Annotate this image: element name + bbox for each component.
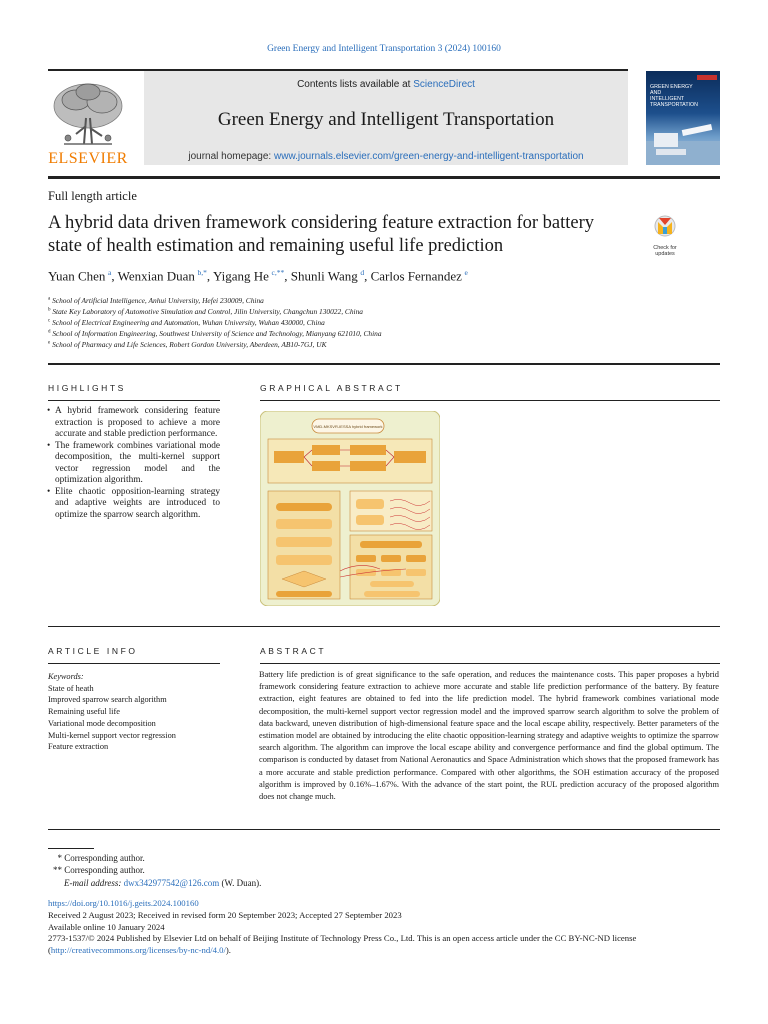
highlight-item: • The framework combines variational mode decomposition, the multi-kernel support vector regression model and the optimization algorithm. bbox=[48, 441, 220, 487]
affiliation-text: State Key Laboratory of Automotive Simulation and Control, Jilin University, Changchun 130022, China bbox=[52, 307, 363, 316]
graphical-abstract-figure[interactable] bbox=[260, 411, 440, 606]
highlights-rule bbox=[48, 400, 220, 401]
abstract-bottom-rule bbox=[48, 829, 720, 830]
email-suffix: (W. Duan). bbox=[219, 878, 262, 888]
article-info-heading: ARTICLE INFO bbox=[48, 646, 138, 656]
license-text: 2773-1537/© 2024 Published by Elsevier Ltd on behalf of Beijing Institute of Technology Press Co., Ltd. This is an open access article under the CC BY-NC-ND license bbox=[48, 933, 637, 944]
author-affil-mark[interactable]: e bbox=[464, 268, 468, 277]
homepage-prefix: journal homepage: bbox=[188, 151, 274, 162]
mid-rule bbox=[48, 626, 720, 627]
affiliation-text: School of Pharmacy and Life Sciences, Robert Gordon University, Aberdeen, AB10-7GJ, UK bbox=[52, 340, 327, 349]
keywords-block bbox=[48, 671, 176, 753]
footnote-corresponding-1 bbox=[48, 853, 145, 863]
header-rule bbox=[48, 363, 720, 365]
affiliation-mark: b bbox=[48, 307, 51, 313]
crossmark-line2: updates bbox=[655, 251, 675, 257]
keyword: Remaining useful life bbox=[48, 707, 120, 717]
crossmark-icon bbox=[646, 214, 684, 240]
journal-title: Green Energy and Intelligent Transportation bbox=[217, 109, 555, 130]
ga-top-label: VMD-MKSVR-IESSA hybrid framework bbox=[313, 424, 383, 429]
homepage-link[interactable]: www.journals.elsevier.com/green-energy-and-intelligent-transportation bbox=[274, 151, 584, 162]
author-name[interactable]: Wenxian Duan bbox=[117, 268, 195, 284]
author-name[interactable]: Shunli Wang bbox=[290, 268, 358, 284]
highlights-heading: HIGHLIGHTS bbox=[48, 383, 126, 393]
affiliation-mark: a bbox=[48, 296, 51, 302]
article-title: A hybrid data driven framework considering feature extraction for battery state of health estimation and remaining useful life prediction bbox=[48, 213, 595, 256]
footnote-text: Corresponding author. bbox=[64, 853, 145, 863]
author-name[interactable]: Yigang He bbox=[212, 268, 269, 284]
cover-badge bbox=[697, 75, 717, 80]
author-list: Yuan Chen $^a$, Wenxian Duan $^{b,*}$, Yigang He $^{c,**}$, Shunli Wang $^d$, Carlos Fernandez $^e$ bbox=[48, 268, 468, 284]
elsevier-wordmark: ELSEVIER bbox=[48, 150, 128, 167]
footnote-text: Corresponding author. bbox=[64, 865, 145, 875]
author-affil-mark[interactable]: b,* bbox=[197, 268, 207, 277]
author-name[interactable]: Carlos Fernandez bbox=[370, 268, 462, 284]
affiliation bbox=[48, 329, 382, 338]
journal-reference[interactable]: Green Energy and Intelligent Transportation 3 (2024) 100160 bbox=[267, 44, 501, 54]
license-line bbox=[48, 945, 728, 957]
affiliation bbox=[48, 318, 325, 327]
affiliation-mark: c bbox=[48, 318, 51, 324]
cover-illustration bbox=[646, 111, 720, 165]
contents-prefix: Contents lists available at bbox=[297, 79, 414, 90]
author-affil-mark[interactable]: c,** bbox=[271, 268, 285, 277]
highlight-item: • A hybrid framework considering feature extraction is proposed to achieve a more accurate and stable prediction performance. bbox=[48, 406, 220, 441]
footnote-mark: * bbox=[57, 853, 62, 863]
license-open: ( bbox=[48, 945, 51, 956]
email-label: E-mail address: bbox=[64, 878, 122, 888]
publication-info bbox=[48, 898, 728, 957]
affiliation-text: School of Information Engineering, Southwest University of Science and Technology, Mianyang 621010, China bbox=[52, 329, 382, 338]
cover-title bbox=[650, 84, 698, 108]
graphical-abstract-heading: GRAPHICAL ABSTRACT bbox=[260, 383, 403, 393]
cover-line: GREEN ENERGY bbox=[650, 84, 693, 90]
crossmark-line1: Check for bbox=[653, 245, 677, 251]
affiliation-mark: e bbox=[48, 340, 51, 346]
email-link[interactable]: dwx342977542@126.com bbox=[123, 878, 220, 888]
author-affil-mark[interactable]: a bbox=[108, 268, 112, 277]
keywords-label: Keywords: bbox=[48, 672, 84, 681]
highlights-list bbox=[48, 406, 220, 521]
affiliation-mark: d bbox=[48, 329, 51, 335]
received-dates: Received 2 August 2023; Received in revised form 20 September 2023; Accepted 27 September 2023 bbox=[48, 909, 402, 920]
keyword: State of heath bbox=[48, 683, 94, 693]
graphical-abstract-rule bbox=[260, 400, 720, 401]
journal-homepage bbox=[144, 151, 628, 162]
affiliation bbox=[48, 296, 264, 305]
article-type: Full length article bbox=[48, 189, 137, 203]
journal-cover[interactable] bbox=[646, 71, 720, 165]
footnote-corresponding-2 bbox=[48, 865, 145, 875]
footnote-mark: ** bbox=[53, 865, 62, 875]
abstract-text: Battery life prediction is of great significance to the safe operation, and reduces the maintenance costs. This paper proposes a hybrid framework considering feature extraction to achieve more accurate and stable life prediction performance of the battery. By feature extraction, eight features are obtained to fed into the life prediction model. The hybrid framework combines variational mode decomposition, the multi-kernel support vector regression model and the improved sparrow search algorithm to solve the problem of data backward, uneven distribution of high-dimensional feature space and the local escape ability, respectively. Better parameters of the estimation model are obtained by introducing the elite chaotic opposition-learning strategy and adaptive weights to optimize the sparrow search algorithm. The algorithm can improve the local escape ability and convergence performance and find the global optimum. The comparison is conducted by dataset from National Aeronautics and Space Administration which shows that the proposed framework has a more accurate and stable prediction performance. Compared with other algorithms, the SOH estimation accuracy of the proposed algorithm is improved by 0.16%–1.67%. With the advance of the start point, the RUL prediction accuracy of the proposed algorithm does not change much. bbox=[259, 670, 719, 802]
affiliation bbox=[48, 307, 363, 316]
footnote-rule bbox=[48, 848, 94, 849]
affiliation-text: School of Artificial Intelligence, Anhui University, Hefei 230009, China bbox=[52, 296, 264, 305]
contents-line bbox=[144, 79, 628, 90]
affiliation-text: School of Electrical Engineering and Automation, Wuhan University, Wuhan 430000, China bbox=[52, 318, 325, 327]
abstract-rule bbox=[260, 663, 720, 664]
keyword: Feature extraction bbox=[48, 742, 109, 752]
sciencedirect-link[interactable]: ScienceDirect bbox=[413, 79, 475, 90]
license-link[interactable]: http://creativecommons.org/licenses/by-nc-nd/4.0/ bbox=[50, 945, 226, 956]
highlight-item: • Elite chaotic opposition-learning strategy and adaptive weights are introduced to optimize the sparrow search algorithm. bbox=[48, 487, 220, 522]
available-online: Available online 10 January 2024 bbox=[48, 921, 165, 932]
cover-line: AND bbox=[650, 90, 662, 96]
footnote-email bbox=[64, 878, 261, 888]
keyword: Improved sparrow search algorithm bbox=[48, 695, 167, 705]
masthead-bottom-rule bbox=[48, 176, 720, 179]
keyword: Multi-kernel support vector regression bbox=[48, 730, 176, 740]
affiliation bbox=[48, 340, 327, 349]
author-affil-mark[interactable]: d bbox=[360, 268, 365, 277]
cover-line: INTELLIGENT bbox=[650, 96, 685, 102]
doi-link[interactable]: https://doi.org/10.1016/j.geits.2024.100160 bbox=[48, 898, 199, 908]
abstract-heading: ABSTRACT bbox=[260, 646, 327, 656]
article-info-rule bbox=[48, 663, 220, 664]
cover-line: TRANSPORTATION bbox=[650, 102, 698, 108]
author-name[interactable]: Yuan Chen bbox=[48, 268, 106, 284]
check-for-updates-badge[interactable] bbox=[646, 214, 684, 257]
license-close: ). bbox=[225, 945, 231, 956]
keyword: Variational mode decomposition bbox=[48, 718, 156, 728]
